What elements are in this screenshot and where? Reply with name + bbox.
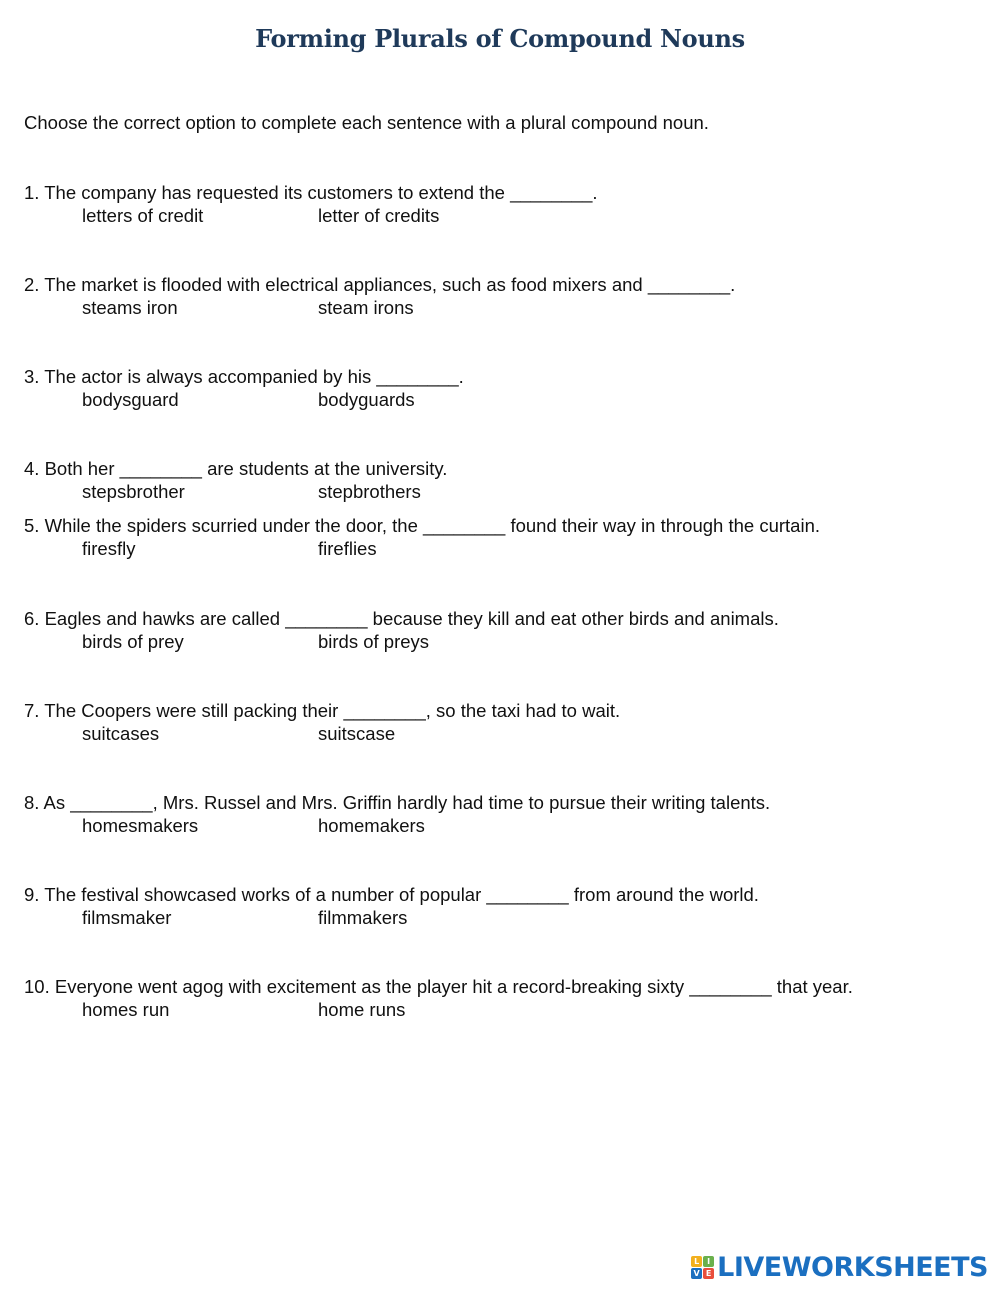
option-a[interactable]: homes run [82,999,170,1020]
option-b[interactable]: filmmakers [318,907,408,928]
question-text: 6. Eagles and hawks are called ________ because they kill and eat other birds and animals. [24,608,779,629]
option-a[interactable]: bodysguard [82,389,179,410]
question-3 [24,366,984,412]
question-6 [24,608,984,654]
question-7 [24,700,984,746]
question-text: 9. The festival showcased works of a number of popular ________ from around the world. [24,884,759,905]
option-a[interactable]: suitcases [82,723,160,744]
option-b[interactable]: suitscase [318,723,396,744]
option-a[interactable]: steams iron [82,297,178,318]
logo-badge-icon [691,1256,714,1279]
liveworksheets-logo [691,1252,988,1283]
logo-badge-letter: L [691,1256,702,1267]
options-row [24,722,984,746]
options-row [24,204,984,228]
question-text: 8. As ________, Mrs. Russel and Mrs. Griffin hardly had time to pursue their writing talents. [24,792,771,813]
logo-text: LIVEWORKSHEETS [717,1252,988,1283]
option-b[interactable]: letter of credits [318,205,440,226]
instructions: Choose the correct option to complete each sentence with a plural compound noun. [24,112,709,133]
option-b[interactable]: homemakers [318,815,425,836]
option-b[interactable]: birds of preys [318,631,430,652]
option-a[interactable]: stepsbrother [82,481,185,502]
question-5 [24,515,984,561]
question-10 [24,976,984,1022]
question-text: 1. The company has requested its customers to extend the ________. [24,182,598,203]
logo-badge-letter: V [691,1268,702,1279]
option-a[interactable]: letters of credit [82,205,204,226]
logo-badge-letter: I [703,1256,714,1267]
question-9 [24,884,984,930]
option-a[interactable]: firesfly [82,538,136,559]
option-b[interactable]: stepbrothers [318,481,421,502]
options-row [24,296,984,320]
question-2 [24,274,984,320]
option-a[interactable]: homesmakers [82,815,199,836]
question-text: 4. Both her ________ are students at the university. [24,458,448,479]
page-title: Forming Plurals of Compound Nouns [255,24,745,53]
question-text: 10. Everyone went agog with excitement as the player hit a record-breaking sixty ________ that year. [24,976,853,997]
option-b[interactable]: home runs [318,999,406,1020]
option-a[interactable]: filmsmaker [82,907,172,928]
question-text: 2. The market is flooded with electrical appliances, such as food mixers and ________. [24,274,736,295]
options-row [24,388,984,412]
options-row [24,537,984,561]
question-8 [24,792,984,838]
options-row [24,630,984,654]
options-row [24,998,984,1022]
question-1 [24,182,984,228]
options-row [24,814,984,838]
option-b[interactable]: steam irons [318,297,414,318]
option-b[interactable]: fireflies [318,538,377,559]
options-row [24,480,984,504]
options-row [24,906,984,930]
option-a[interactable]: birds of prey [82,631,184,652]
question-text: 7. The Coopers were still packing their ________, so the taxi had to wait. [24,700,621,721]
question-4 [24,458,984,504]
option-b[interactable]: bodyguards [318,389,415,410]
question-text: 5. While the spiders scurried under the door, the ________ found their way in through the curtain. [24,515,820,536]
logo-badge-letter: E [703,1268,714,1279]
question-text: 3. The actor is always accompanied by his ________. [24,366,464,387]
